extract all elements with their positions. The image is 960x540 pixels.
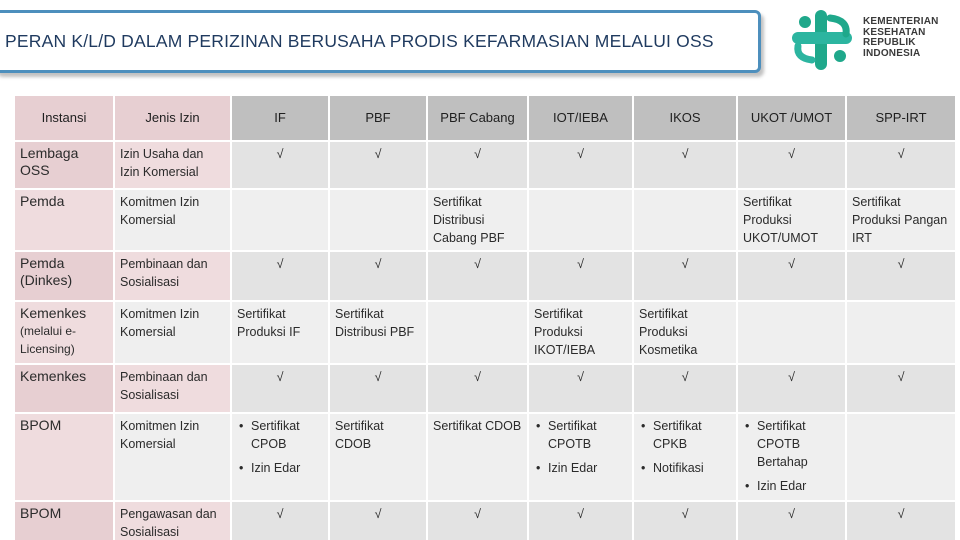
logo-line: KESEHATAN [863,26,926,38]
row-instansi: BPOM [15,414,113,500]
bullet-icon: • [536,461,541,475]
cell-ikos: √ [634,365,736,412]
bullet-text: Notifikasi [653,461,704,475]
header-pbf-cabang: PBF Cabang [428,96,527,140]
row-instansi [15,302,113,363]
row-instansi: BPOM [15,502,113,540]
bullet-text: Sertifikat CPKB [653,419,702,451]
bullet-icon: • [641,419,646,433]
row-instansi: Pemda [15,190,113,250]
header-pbf: PBF [330,96,426,140]
cell-ukot-umot: Sertifikat Produksi UKOT/UMOT [738,190,845,250]
cell-ukot-umot: √ [738,142,845,188]
header-ukot-umot: UKOT /UMOT [738,96,845,140]
cell-ukot-umot: √ [738,365,845,412]
title-box [0,10,761,73]
row-jenis-izin: Komitmen Izin Komersial [115,414,230,500]
cell-pbf: √ [330,502,426,540]
header-iot-ieba: IOT/IEBA [529,96,632,140]
cell-spp-irt: √ [847,142,955,188]
row-jenis-izin: Izin Usaha dan Izin Komersial [115,142,230,188]
bullet-icon: • [239,419,244,433]
logo-line: KEMENTERIAN [863,16,939,27]
permit-table [15,96,948,540]
cell-ikos: √ [634,252,736,300]
instansi-name: Kemenkes [20,305,87,321]
bullet-text: Sertifikat CPOB [251,419,300,451]
row-instansi: Kemenkes [15,365,113,412]
cell-iot-ieba [529,190,632,250]
bullet-text: Sertifikat CPOTB [548,419,597,451]
row-jenis-izin: Pembinaan dan Sosialisasi [115,252,230,300]
row-jenis-izin: Pembinaan dan Sosialisasi [115,365,230,412]
instansi-note: (melalui e- [20,324,77,338]
cell-ukot-umot: √ [738,252,845,300]
cell-iot-ieba: √ [529,502,632,540]
cell-ikos [634,414,736,500]
cell-if: √ [232,252,328,300]
cell-if [232,414,328,500]
cell-spp-irt [847,302,955,363]
cell-spp-irt: √ [847,502,955,540]
header-spp-irt: SPP-IRT [847,96,955,140]
cell-ikos: √ [634,502,736,540]
logo-wordmark [863,17,939,59]
cell-pbf-cabang: √ [428,502,527,540]
header-instansi: Instansi [15,96,113,140]
header-if: IF [232,96,328,140]
cell-ikos: Sertifikat Produksi Kosmetika [634,302,736,363]
bullet-text: Izin Edar [251,461,301,475]
ministry-logo [790,8,950,72]
row-instansi: Lembaga OSS [15,142,113,188]
bullet-icon: • [239,461,244,475]
cell-pbf-cabang [428,302,527,363]
bullet-text: Izin Edar [757,479,807,493]
cell-if: √ [232,142,328,188]
header-ikos: IKOS [634,96,736,140]
logo-line: INDONESIA [863,47,921,59]
bullet-text: Izin Edar [548,461,598,475]
cell-iot-ieba: Sertifikat Produksi IKOT/IEBA [529,302,632,363]
row-jenis-izin: Komitmen Izin Komersial [115,190,230,250]
cell-pbf: √ [330,142,426,188]
cell-if: √ [232,502,328,540]
cell-pbf-cabang: √ [428,252,527,300]
cell-if: √ [232,365,328,412]
cell-spp-irt: Sertifikat Produksi Pangan IRT [847,190,955,250]
cell-pbf-cabang: √ [428,142,527,188]
row-jenis-izin: Komitmen Izin Komersial [115,302,230,363]
cell-pbf: Sertifikat Distribusi PBF [330,302,426,363]
bullet-text: Sertifikat CPOTB Bertahap [757,419,808,469]
logo-line: REPUBLIK [863,37,916,48]
page-title: PERAN K/L/D DALAM PERIZINAN BERUSAHA PRODIS KEFARMASIAN MELALUI OSS [5,31,714,51]
instansi-note: Licensing) [20,342,75,356]
bullet-icon: • [536,419,541,433]
cell-pbf: Sertifikat CDOB [330,414,426,500]
cell-pbf: √ [330,365,426,412]
cell-ukot-umot [738,302,845,363]
header-jenis-izin: Jenis Izin [115,96,230,140]
cell-iot-ieba: √ [529,365,632,412]
cell-pbf-cabang: Sertifikat Distribusi Cabang PBF [428,190,527,250]
cell-pbf [330,190,426,250]
cell-if [232,190,328,250]
cell-spp-irt: √ [847,252,955,300]
bullet-icon: • [745,419,750,433]
cell-if: Sertifikat Produksi IF [232,302,328,363]
cell-iot-ieba [529,414,632,500]
bullet-icon: • [745,479,750,493]
cell-iot-ieba: √ [529,142,632,188]
bullet-icon: • [641,461,646,475]
cell-spp-irt [847,414,955,500]
cell-ikos [634,190,736,250]
cell-ikos: √ [634,142,736,188]
cell-pbf-cabang: √ [428,365,527,412]
row-jenis-izin: Pengawasan dan Sosialisasi [115,502,230,540]
row-instansi: Pemda (Dinkes) [15,252,113,300]
cell-ukot-umot [738,414,845,500]
cell-pbf-cabang: Sertifikat CDOB [428,414,527,500]
cell-spp-irt: √ [847,365,955,412]
cell-pbf: √ [330,252,426,300]
ministry-logo-icon [790,8,860,72]
cell-ukot-umot: √ [738,502,845,540]
cell-iot-ieba: √ [529,252,632,300]
